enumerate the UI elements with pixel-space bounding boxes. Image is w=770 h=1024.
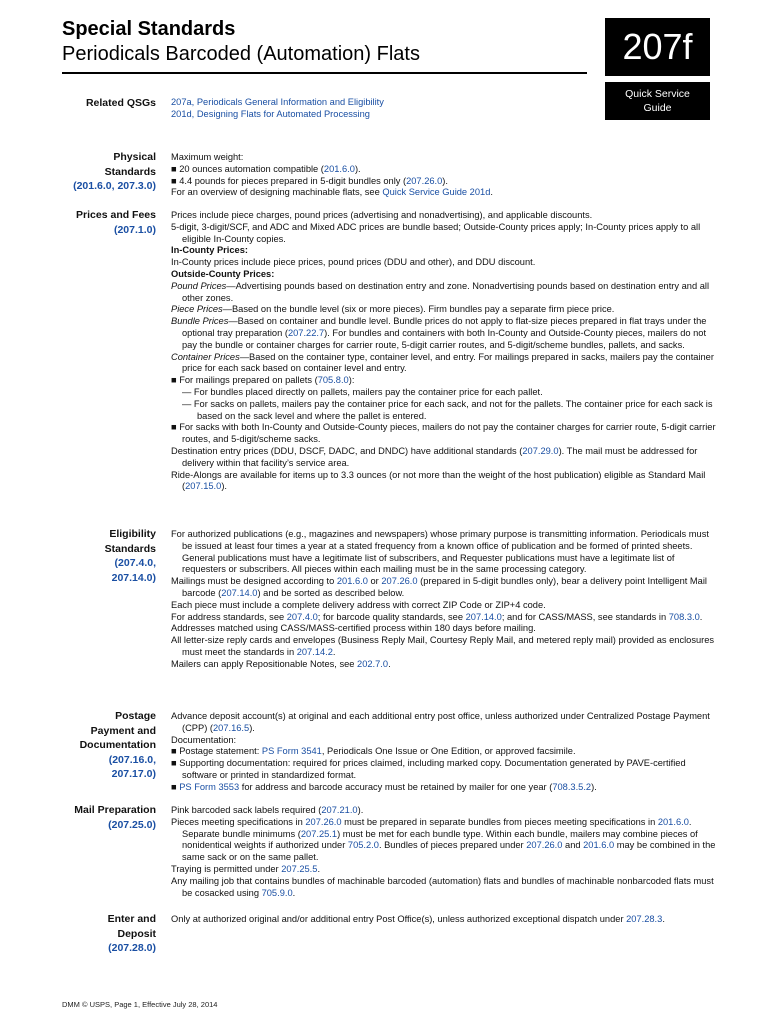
eligibility-label-1: Eligibility — [109, 528, 156, 540]
postage-ref-2[interactable]: 207.17.0) — [111, 768, 156, 780]
postage-content — [171, 711, 716, 794]
physical-label-2: Standards — [104, 165, 156, 178]
enter-label — [40, 912, 156, 956]
prices-label — [40, 208, 156, 237]
incounty-heading: In-County Prices: — [171, 245, 248, 256]
related-label-text: Related QSGs — [85, 97, 156, 109]
prices-line: Destination entry prices (DDU, DSCF, DADC, and DNDC) have additional standards (207.29.0). The mail must be addressed for delivery within that facility’s service area. — [171, 445, 698, 468]
header-rule — [62, 72, 587, 74]
eligibility-line: All letter-size reply cards and envelopes (Business Reply Mail, Courtesy Reply Mail, and metered reply mail) provided as enclosures must meet the standards in 207.14.2. — [171, 635, 715, 657]
ref-link[interactable]: 207.25.5 — [281, 863, 318, 874]
ref-link[interactable]: PS Form 3553 — [179, 781, 240, 792]
physical-line: ■ 20 ounces automation compatible (201.6.0). — [171, 163, 361, 174]
eligibility-line: Mailers can apply Repositionable Notes, see 202.7.0. — [171, 658, 391, 669]
eligibility-label — [40, 527, 156, 585]
ref-link[interactable]: 207.14.0 — [221, 587, 258, 598]
postage-line: Advance deposit account(s) at original and each additional entry post office, unless authorized under Centralized Postage Payment (CPP) (207.16.5). — [171, 711, 710, 733]
related-label — [40, 96, 156, 111]
eligibility-line: Each piece must include a complete delivery address with correct ZIP Code or ZIP+4 code. — [171, 599, 546, 610]
badge-line-1: Quick Service — [625, 88, 690, 100]
mailprep-line: Any mailing job that contains bundles of machinable barcoded (automation) flats and bundles of machinable nonbarcoded flats must be cosacked using 705.9.0. — [171, 875, 714, 898]
ref-link[interactable]: 705.9.0 — [261, 887, 293, 898]
postage-line: ■ Postage statement: PS Form 3541, Periodicals One Issue or One Edition, or approved facsimile. — [171, 746, 576, 757]
postage-label — [40, 709, 156, 782]
eligibility-ref-1[interactable]: (207.4.0, — [114, 557, 156, 569]
postage-line: ■ Supporting documentation: required for prices claimed, including marked copy. Documentation generated by PAVE-certified software or printed in standardized format. — [171, 758, 686, 780]
mailprep-content — [171, 805, 716, 899]
postage-label-2: Payment and — [90, 724, 156, 737]
ref-link[interactable]: 207.21.0 — [321, 805, 358, 815]
page-footer: DMM © USPS, Page 1, Effective July 28, 2014 — [62, 1000, 218, 1009]
ref-link[interactable]: 207.29.0 — [522, 445, 559, 456]
mailprep-line: Pieces meeting specifications in 207.26.0 must be prepared in separate bundles from pieces meeting specifications in 201.6.0. Separate bundle minimums (207.25.1) must be met for each bundle type. Within each bundle, mailers may combine pieces of nonidentical weights if authorized under 705.2.0. Bundles of pieces prepared under 207.26.0 and 201.6.0 may be combined in the same sack or on the same pallet. — [171, 816, 716, 863]
prices-ref[interactable]: (207.1.0) — [113, 223, 156, 236]
prices-line: In-County prices include piece prices, pound prices (DDU and other), and DDU discount. — [171, 257, 536, 268]
eligibility-content — [171, 529, 716, 671]
prices-line: 5-digit, 3-digit/SCF, and ADC and Mixed ADC prices are bundle based; Outside-County prices apply; In-County prices apply to all eligible In-County copies. — [171, 221, 701, 244]
enter-ref[interactable]: (207.28.0) — [108, 942, 156, 954]
page-title: Special Standards — [62, 18, 236, 40]
ref-link[interactable]: 207.14.2 — [296, 646, 333, 657]
mailprep-label — [40, 803, 156, 832]
related-content — [171, 97, 716, 121]
eligibility-ref-2[interactable]: 207.14.0) — [111, 571, 156, 584]
enter-line: Only at authorized original and/or additional entry Post Office(s), unless authorized exceptional dispatch under 207.28.3. — [171, 914, 665, 924]
ref-link[interactable]: 207.14.0 — [465, 611, 502, 622]
eligibility-line: For authorized publications (e.g., magazines and newspapers) whose primary purpose is transmitting information. Periodicals must be issued at least four times a year at a stated frequency from a known office of publication and be formed of printed sheets. General publications must have a legitimate list of subscribers, and Requester publications must have a legitimate list of requesters or subscribers. All pieces within each mailing must be in the same processing category. — [171, 529, 709, 575]
postage-line: ■ PS Form 3553 for address and barcode accuracy must be retained by mailer for one year (708.3.5.2). — [171, 781, 597, 792]
prices-line: ■ For sacks with both In-County and Outside-County pieces, mailers do not pay the container charges for carrier route, 5-digit carrier routes, and 5-digit/scheme sacks. — [171, 422, 716, 445]
postage-line: Documentation: — [171, 734, 237, 745]
prices-line: Piece Prices—Based on the bundle level (six or more pieces). Firm bundles pay a separate firm piece price. — [171, 304, 615, 315]
postage-ref-1[interactable]: (207.16.0, — [108, 753, 156, 766]
postage-label-1: Postage — [115, 710, 156, 722]
mailprep-ref[interactable]: (207.25.0) — [108, 818, 156, 831]
physical-label-1: Physical — [113, 151, 156, 163]
enter-label-2: Deposit — [117, 927, 156, 940]
ref-link[interactable]: 201.6.0 — [583, 840, 615, 851]
prices-line: Prices include piece charges, pound prices (advertising and nonadvertising), and applicable discounts. — [171, 210, 593, 220]
mailprep-label-text: Mail Preparation — [74, 804, 156, 816]
eligibility-line: Mailings must be designed according to 201.6.0 or 207.26.0 (prepared in 5-digit bundles only), bear a delivery point Intelligent Mail barcode (207.14.0) and be sorted as described below. — [171, 576, 707, 598]
ref-link[interactable]: 207.26.0 — [305, 816, 342, 827]
prices-label-text: Prices and Fees — [76, 209, 156, 221]
enter-content — [171, 914, 716, 926]
prices-line: Pound Prices—Advertising pounds based on destination entry and zone. Nonadvertising pounds based on destination entry and all other zones. — [171, 280, 710, 303]
physical-ref[interactable]: (201.6.0, 207.3.0) — [73, 180, 156, 192]
physical-line: For an overview of designing machinable flats, see Quick Service Guide 201d. — [171, 187, 493, 198]
ref-link[interactable]: 207.22.7 — [287, 327, 325, 338]
ref-link[interactable]: 207.26.0 — [526, 840, 563, 851]
prices-line: ■ For mailings prepared on pallets (705.8.0): — [171, 375, 355, 386]
prices-line: — For sacks on pallets, mailers pay the container price for each sack, and not for the pallets. The container price for each sack is based on the sack level and where the pallet is entered. — [182, 398, 713, 421]
ref-link[interactable]: 705.2.0 — [347, 840, 379, 851]
ref-link[interactable]: 201.6.0 — [336, 576, 368, 587]
page-subtitle: Periodicals Barcoded (Automation) Flats — [62, 43, 420, 65]
ref-link[interactable]: 207.28.3 — [626, 914, 663, 924]
ref-link[interactable]: 705.8.0 — [317, 375, 349, 386]
prices-line: — For bundles placed directly on pallets, mailers pay the container price for each pallet. — [182, 386, 543, 397]
ref-link[interactable]: 708.3.5.2 — [552, 781, 592, 792]
ref-link[interactable]: 207.26.0 — [381, 576, 418, 587]
ref-link[interactable]: 201.6.0 — [657, 816, 689, 827]
prices-line: Ride-Alongs are available for items up to 3.3 ounces (or not more than the weight of the host publication) eligible as Standard Mail (207.15.0). — [171, 469, 706, 492]
ref-link[interactable]: 207.15.0 — [185, 481, 222, 492]
eligibility-label-2: Standards — [104, 542, 156, 555]
outside-heading: Outside-County Prices: — [171, 268, 275, 279]
prices-content — [171, 210, 716, 493]
eligibility-line: For address standards, see 207.4.0; for barcode quality standards, see 207.14.0; and for CASS/MASS, see standards in 708.3.0. — [171, 611, 703, 622]
ref-link[interactable]: 708.3.0 — [668, 611, 700, 622]
mailprep-line: Pink barcoded sack labels required (207.21.0). — [171, 805, 364, 815]
enter-label-1: Enter and — [107, 913, 156, 925]
prices-line: Bundle Prices—Based on container and bundle level. Bundle prices do not apply to flat-size pieces prepared in flat trays under the optional tray preparation (207.22.7). For bundles and containers with both In-County and Outside-County pieces, mailers do not pay the bundle or container charges for carrier route, 5-digit carrier routes, and 5-digit/scheme bundles, pallets, and sacks. — [171, 316, 707, 350]
ref-link[interactable]: 201.6.0 — [323, 163, 355, 174]
physical-content — [171, 152, 716, 199]
physical-label — [40, 150, 156, 194]
physical-line: Maximum weight: — [171, 152, 244, 162]
eligibility-line: Addresses matched using CASS/MASS-certified process within 180 days before mailing. — [171, 623, 536, 634]
badge-line-2: Guide — [643, 102, 672, 114]
ref-link[interactable]: 207.25.1 — [300, 828, 338, 839]
mailprep-line: Traying is permitted under 207.25.5. — [171, 863, 321, 874]
prices-line: Container Prices—Based on the container type, container level, and entry. For mailings prepared in sacks, mailers pay the container price for each sack based on container level and entry. — [171, 351, 714, 374]
related-link-207a[interactable]: 207a, Periodicals General Information and Eligibility — [171, 97, 384, 107]
ref-link[interactable]: PS Form 3541 — [261, 746, 322, 757]
postage-label-3: Documentation — [79, 739, 156, 751]
section-code-badge: 207f — [605, 18, 710, 76]
related-link-201d[interactable]: 201d, Designing Flats for Automated Processing — [171, 108, 370, 119]
ref-link[interactable]: Quick Service Guide 201d — [382, 187, 491, 198]
physical-line: ■ 4.4 pounds for pieces prepared in 5-digit bundles only (207.26.0). — [171, 175, 448, 186]
ref-link[interactable]: 207.26.0 — [406, 175, 443, 186]
ref-link[interactable]: 207.4.0 — [286, 611, 318, 622]
ref-link[interactable]: 202.7.0 — [357, 658, 389, 669]
ref-link[interactable]: 207.16.5 — [213, 722, 250, 733]
